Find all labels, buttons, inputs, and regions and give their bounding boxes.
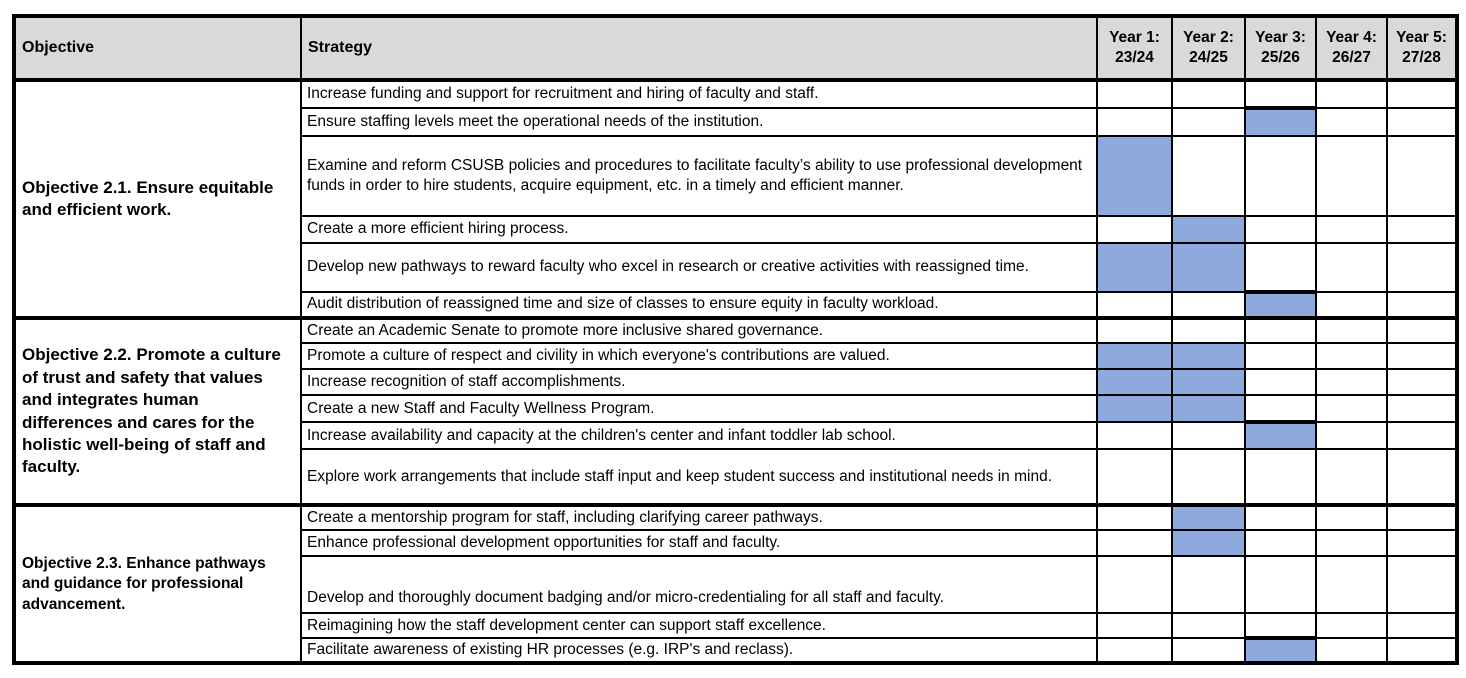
strategy-cell: Develop and thoroughly document badging and/or micro-credentialing for all staff and faculty. xyxy=(301,556,1097,613)
year-cell xyxy=(1316,343,1387,369)
strategy-cell: Increase availability and capacity at the children's center and infant toddler lab school. xyxy=(301,422,1097,449)
column-header-year-4 xyxy=(1316,16,1387,80)
year-cell xyxy=(1097,318,1172,343)
year-cell xyxy=(1097,216,1172,243)
strategy-row xyxy=(14,318,1457,343)
year-cell xyxy=(1387,556,1457,613)
year-cell xyxy=(1387,108,1457,136)
year-cell xyxy=(1245,216,1316,243)
year-cell xyxy=(1097,449,1172,505)
year-cell xyxy=(1245,613,1316,638)
year-cell xyxy=(1387,80,1457,108)
year-cell xyxy=(1172,638,1245,663)
year-cell xyxy=(1316,613,1387,638)
year-cell xyxy=(1387,343,1457,369)
year-cell xyxy=(1245,395,1316,422)
year-cell xyxy=(1387,449,1457,505)
year-cell xyxy=(1316,292,1387,318)
year-cell xyxy=(1245,318,1316,343)
strategy-cell: Audit distribution of reassigned time and size of classes to ensure equity in faculty workload. xyxy=(301,292,1097,318)
year-cell xyxy=(1172,613,1245,638)
year-cell-highlighted xyxy=(1097,136,1172,216)
year-cell xyxy=(1245,136,1316,216)
strategy-cell: Develop new pathways to reward faculty who excel in research or creative activities with reassigned time. xyxy=(301,243,1097,292)
year-cell-highlighted xyxy=(1097,369,1172,395)
column-header-year-3 xyxy=(1245,16,1316,80)
year-cell-highlighted xyxy=(1172,530,1245,556)
year-label: Year 1: xyxy=(1109,28,1160,46)
year-cell xyxy=(1245,369,1316,395)
plan-table-body xyxy=(14,80,1457,663)
year-cell-highlighted xyxy=(1172,395,1245,422)
year-cell xyxy=(1097,505,1172,530)
strategy-cell: Ensure staffing levels meet the operational needs of the institution. xyxy=(301,108,1097,136)
strategy-cell: Create a more efficient hiring process. xyxy=(301,216,1097,243)
year-cell xyxy=(1387,292,1457,318)
year-cell xyxy=(1316,369,1387,395)
year-range: 27/28 xyxy=(1402,49,1441,66)
year-cell-highlighted xyxy=(1172,505,1245,530)
year-cell xyxy=(1172,422,1245,449)
year-cell xyxy=(1172,556,1245,613)
year-cell-highlighted xyxy=(1245,638,1316,663)
year-range: 23/24 xyxy=(1115,49,1154,66)
year-cell xyxy=(1245,243,1316,292)
year-cell xyxy=(1172,318,1245,343)
year-cell xyxy=(1097,292,1172,318)
year-cell xyxy=(1097,638,1172,663)
year-cell xyxy=(1245,449,1316,505)
year-cell-highlighted xyxy=(1172,343,1245,369)
year-cell xyxy=(1316,530,1387,556)
strategy-cell: Create a new Staff and Faculty Wellness Program. xyxy=(301,395,1097,422)
objective-cell: Objective 2.3. Enhance pathways and guidance for professional advancement. xyxy=(14,505,301,663)
year-cell xyxy=(1387,395,1457,422)
year-cell xyxy=(1387,638,1457,663)
column-header-year-1 xyxy=(1097,16,1172,80)
year-cell xyxy=(1245,556,1316,613)
year-cell xyxy=(1172,449,1245,505)
year-cell xyxy=(1097,80,1172,108)
strategy-cell: Create an Academic Senate to promote more inclusive shared governance. xyxy=(301,318,1097,343)
year-cell-highlighted xyxy=(1172,216,1245,243)
strategy-row xyxy=(14,80,1457,108)
strategy-cell: Explore work arrangements that include staff input and keep student success and institutional needs in mind. xyxy=(301,449,1097,505)
year-cell xyxy=(1172,80,1245,108)
year-range: 26/27 xyxy=(1332,49,1371,66)
year-cell-highlighted xyxy=(1245,422,1316,449)
year-cell xyxy=(1245,530,1316,556)
year-cell-highlighted xyxy=(1097,243,1172,292)
year-cell xyxy=(1387,505,1457,530)
strategy-cell: Increase funding and support for recruitment and hiring of faculty and staff. xyxy=(301,80,1097,108)
year-label: Year 5: xyxy=(1396,28,1447,46)
objective-cell: Objective 2.2. Promote a culture of trust and safety that values and integrates human differences and cares for the holistic well-being of staff and faculty. xyxy=(14,318,301,505)
year-cell xyxy=(1316,318,1387,343)
year-cell xyxy=(1387,422,1457,449)
year-cell xyxy=(1245,505,1316,530)
year-cell xyxy=(1387,216,1457,243)
year-cell xyxy=(1172,108,1245,136)
year-cell xyxy=(1316,395,1387,422)
year-label: Year 2: xyxy=(1183,28,1234,46)
year-cell xyxy=(1245,343,1316,369)
strategy-row xyxy=(14,505,1457,530)
year-cell xyxy=(1387,136,1457,216)
year-cell-highlighted xyxy=(1172,369,1245,395)
year-cell xyxy=(1316,108,1387,136)
year-cell xyxy=(1172,136,1245,216)
strategic-plan-table xyxy=(12,14,1459,665)
year-cell xyxy=(1387,613,1457,638)
column-header-year-5 xyxy=(1387,16,1457,80)
year-range: 24/25 xyxy=(1189,49,1228,66)
year-cell-highlighted xyxy=(1245,292,1316,318)
column-header-strategy: Strategy xyxy=(301,16,1097,80)
year-range: 25/26 xyxy=(1261,49,1300,66)
strategy-cell: Enhance professional development opportunities for staff and faculty. xyxy=(301,530,1097,556)
objective-cell: Objective 2.1. Ensure equitable and efficient work. xyxy=(14,80,301,318)
column-header-year-2 xyxy=(1172,16,1245,80)
year-cell-highlighted xyxy=(1172,243,1245,292)
column-header-objective: Objective xyxy=(14,16,301,80)
year-cell-highlighted xyxy=(1245,108,1316,136)
year-cell xyxy=(1387,530,1457,556)
year-cell xyxy=(1387,243,1457,292)
year-cell xyxy=(1097,556,1172,613)
year-cell-highlighted xyxy=(1097,395,1172,422)
year-cell xyxy=(1316,638,1387,663)
year-cell xyxy=(1316,80,1387,108)
year-label: Year 4: xyxy=(1326,28,1377,46)
strategy-cell: Increase recognition of staff accomplishments. xyxy=(301,369,1097,395)
year-cell xyxy=(1316,136,1387,216)
strategy-cell: Facilitate awareness of existing HR processes (e.g. IRP's and reclass). xyxy=(301,638,1097,663)
year-cell-highlighted xyxy=(1097,343,1172,369)
year-cell xyxy=(1316,216,1387,243)
year-label: Year 3: xyxy=(1255,28,1306,46)
year-cell xyxy=(1245,80,1316,108)
header-row xyxy=(14,16,1457,80)
strategy-cell: Reimagining how the staff development center can support staff excellence. xyxy=(301,613,1097,638)
year-cell xyxy=(1316,449,1387,505)
strategy-cell: Promote a culture of respect and civility in which everyone's contributions are valued. xyxy=(301,343,1097,369)
year-cell xyxy=(1097,613,1172,638)
year-cell xyxy=(1316,505,1387,530)
year-cell xyxy=(1387,318,1457,343)
year-cell xyxy=(1387,369,1457,395)
year-cell xyxy=(1316,422,1387,449)
year-cell xyxy=(1172,292,1245,318)
year-cell xyxy=(1097,422,1172,449)
year-cell xyxy=(1316,556,1387,613)
year-cell xyxy=(1316,243,1387,292)
year-cell xyxy=(1097,108,1172,136)
year-cell xyxy=(1097,530,1172,556)
strategy-cell: Create a mentorship program for staff, including clarifying career pathways. xyxy=(301,505,1097,530)
strategy-cell: Examine and reform CSUSB policies and procedures to facilitate faculty’s ability to use professional development funds in order to hire students, acquire equipment, etc. in a timely and efficient manner. xyxy=(301,136,1097,216)
